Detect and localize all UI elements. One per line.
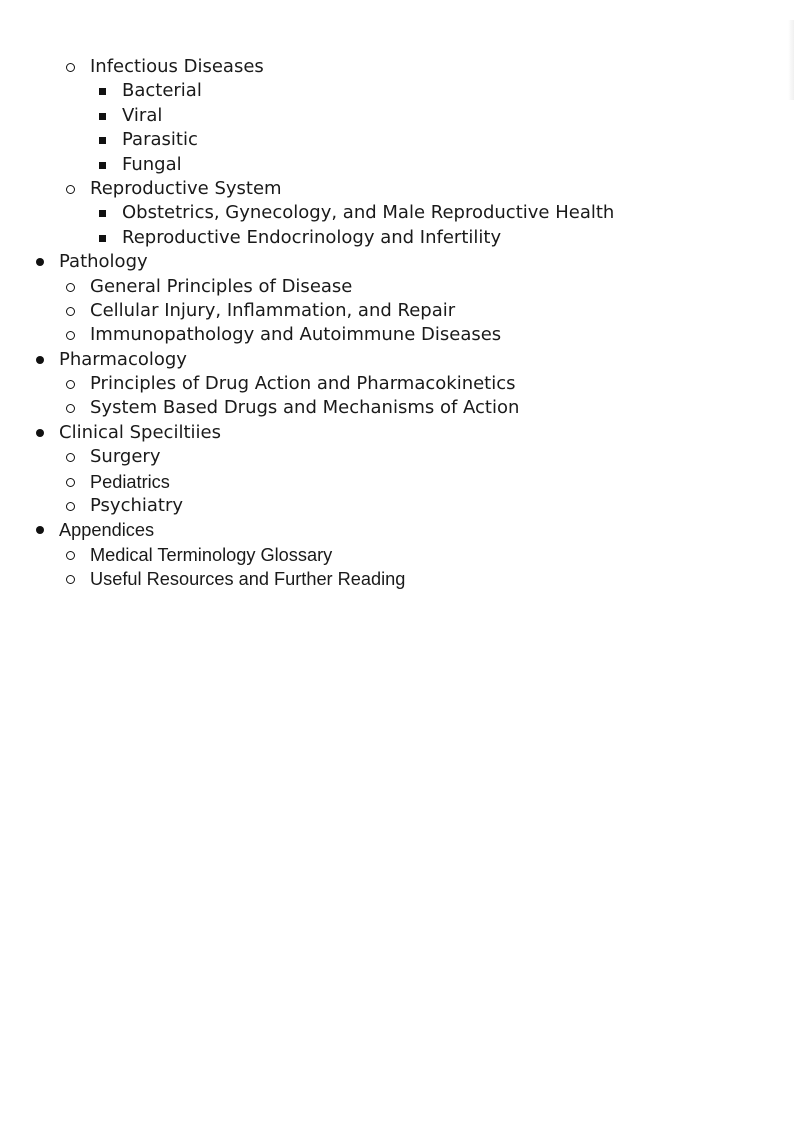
outline-item-text: System Based Drugs and Mechanisms of Action [90,397,520,419]
hollow-bullet-icon [66,185,75,194]
filled-bullet-icon [36,258,44,266]
outline-item-level-1 [0,421,794,445]
outline-item-text: Viral [122,104,163,126]
outline-item-level-2 [0,372,794,396]
outline-item-text: Cellular Injury, Inflammation, and Repair [90,299,456,321]
outline-item-text: Fungal [122,153,182,175]
outline-item-level-2 [0,396,794,420]
outline-item-level-2 [0,543,794,567]
outline-item-text: Useful Resources and Further Reading [90,569,406,590]
hollow-bullet-icon [66,551,75,560]
hollow-bullet-icon [66,502,75,511]
hollow-bullet-icon [66,453,75,462]
outline-item-level-2 [0,299,794,323]
outline-item-level-3 [0,201,794,225]
outline-item-text: Obstetrics, Gynecology, and Male Reproductive Health [122,202,615,224]
square-bullet-icon [99,210,106,217]
outline-item-level-3 [0,79,794,103]
outline-item-level-1 [0,348,794,372]
outline-item-text: Bacterial [122,80,202,102]
hollow-bullet-icon [66,575,75,584]
outline-item-text: Reproductive Endocrinology and Infertility [122,226,502,248]
filled-bullet-icon [36,429,44,437]
outline-item-text: Medical Terminology Glossary [90,544,333,565]
outline-item-text: Pediatrics [90,471,170,492]
outline-item-level-3 [0,153,794,177]
outline-item-level-3 [0,226,794,250]
outline-item-text: Surgery [90,446,161,468]
outline-item-text: Principles of Drug Action and Pharmacokinetics [90,373,516,395]
hollow-bullet-icon [66,63,75,72]
outline-item-level-2 [0,177,794,201]
outline-item-text: Clinical Speciltiies [59,421,221,443]
hollow-bullet-icon [66,283,75,292]
outline-item-level-2 [0,445,794,469]
outline-item-level-2 [0,323,794,347]
outline-item-text: Infectious Diseases [90,56,264,77]
square-bullet-icon [99,162,106,169]
square-bullet-icon [99,113,106,120]
square-bullet-icon [99,235,106,242]
outline-item-level-2 [0,55,794,79]
outline-item-level-2 [0,470,794,494]
outline-item-level-3 [0,128,794,152]
document-outline [0,55,794,592]
outline-item-text: Psychiatry [90,495,184,517]
outline-item-text: Appendices [59,520,155,541]
square-bullet-icon [99,137,106,144]
outline-item-level-3 [0,104,794,128]
outline-item-level-2 [0,567,794,591]
outline-item-text: Immunopathology and Autoimmune Diseases [90,324,502,346]
hollow-bullet-icon [66,404,75,413]
hollow-bullet-icon [66,307,75,316]
outline-item-text: Parasitic [122,129,198,151]
filled-bullet-icon [36,526,44,534]
outline-item-text: Pathology [59,251,148,273]
outline-item-text: Pharmacology [59,348,187,370]
square-bullet-icon [99,88,106,95]
hollow-bullet-icon [66,478,75,487]
hollow-bullet-icon [66,331,75,340]
outline-item-level-2 [0,494,794,518]
outline-item-level-1 [0,250,794,274]
outline-item-level-2 [0,275,794,299]
outline-item-level-1 [0,518,794,542]
hollow-bullet-icon [66,380,75,389]
outline-item-text: Reproductive System [90,177,282,199]
outline-item-text: General Principles of Disease [90,275,353,297]
filled-bullet-icon [36,356,44,364]
